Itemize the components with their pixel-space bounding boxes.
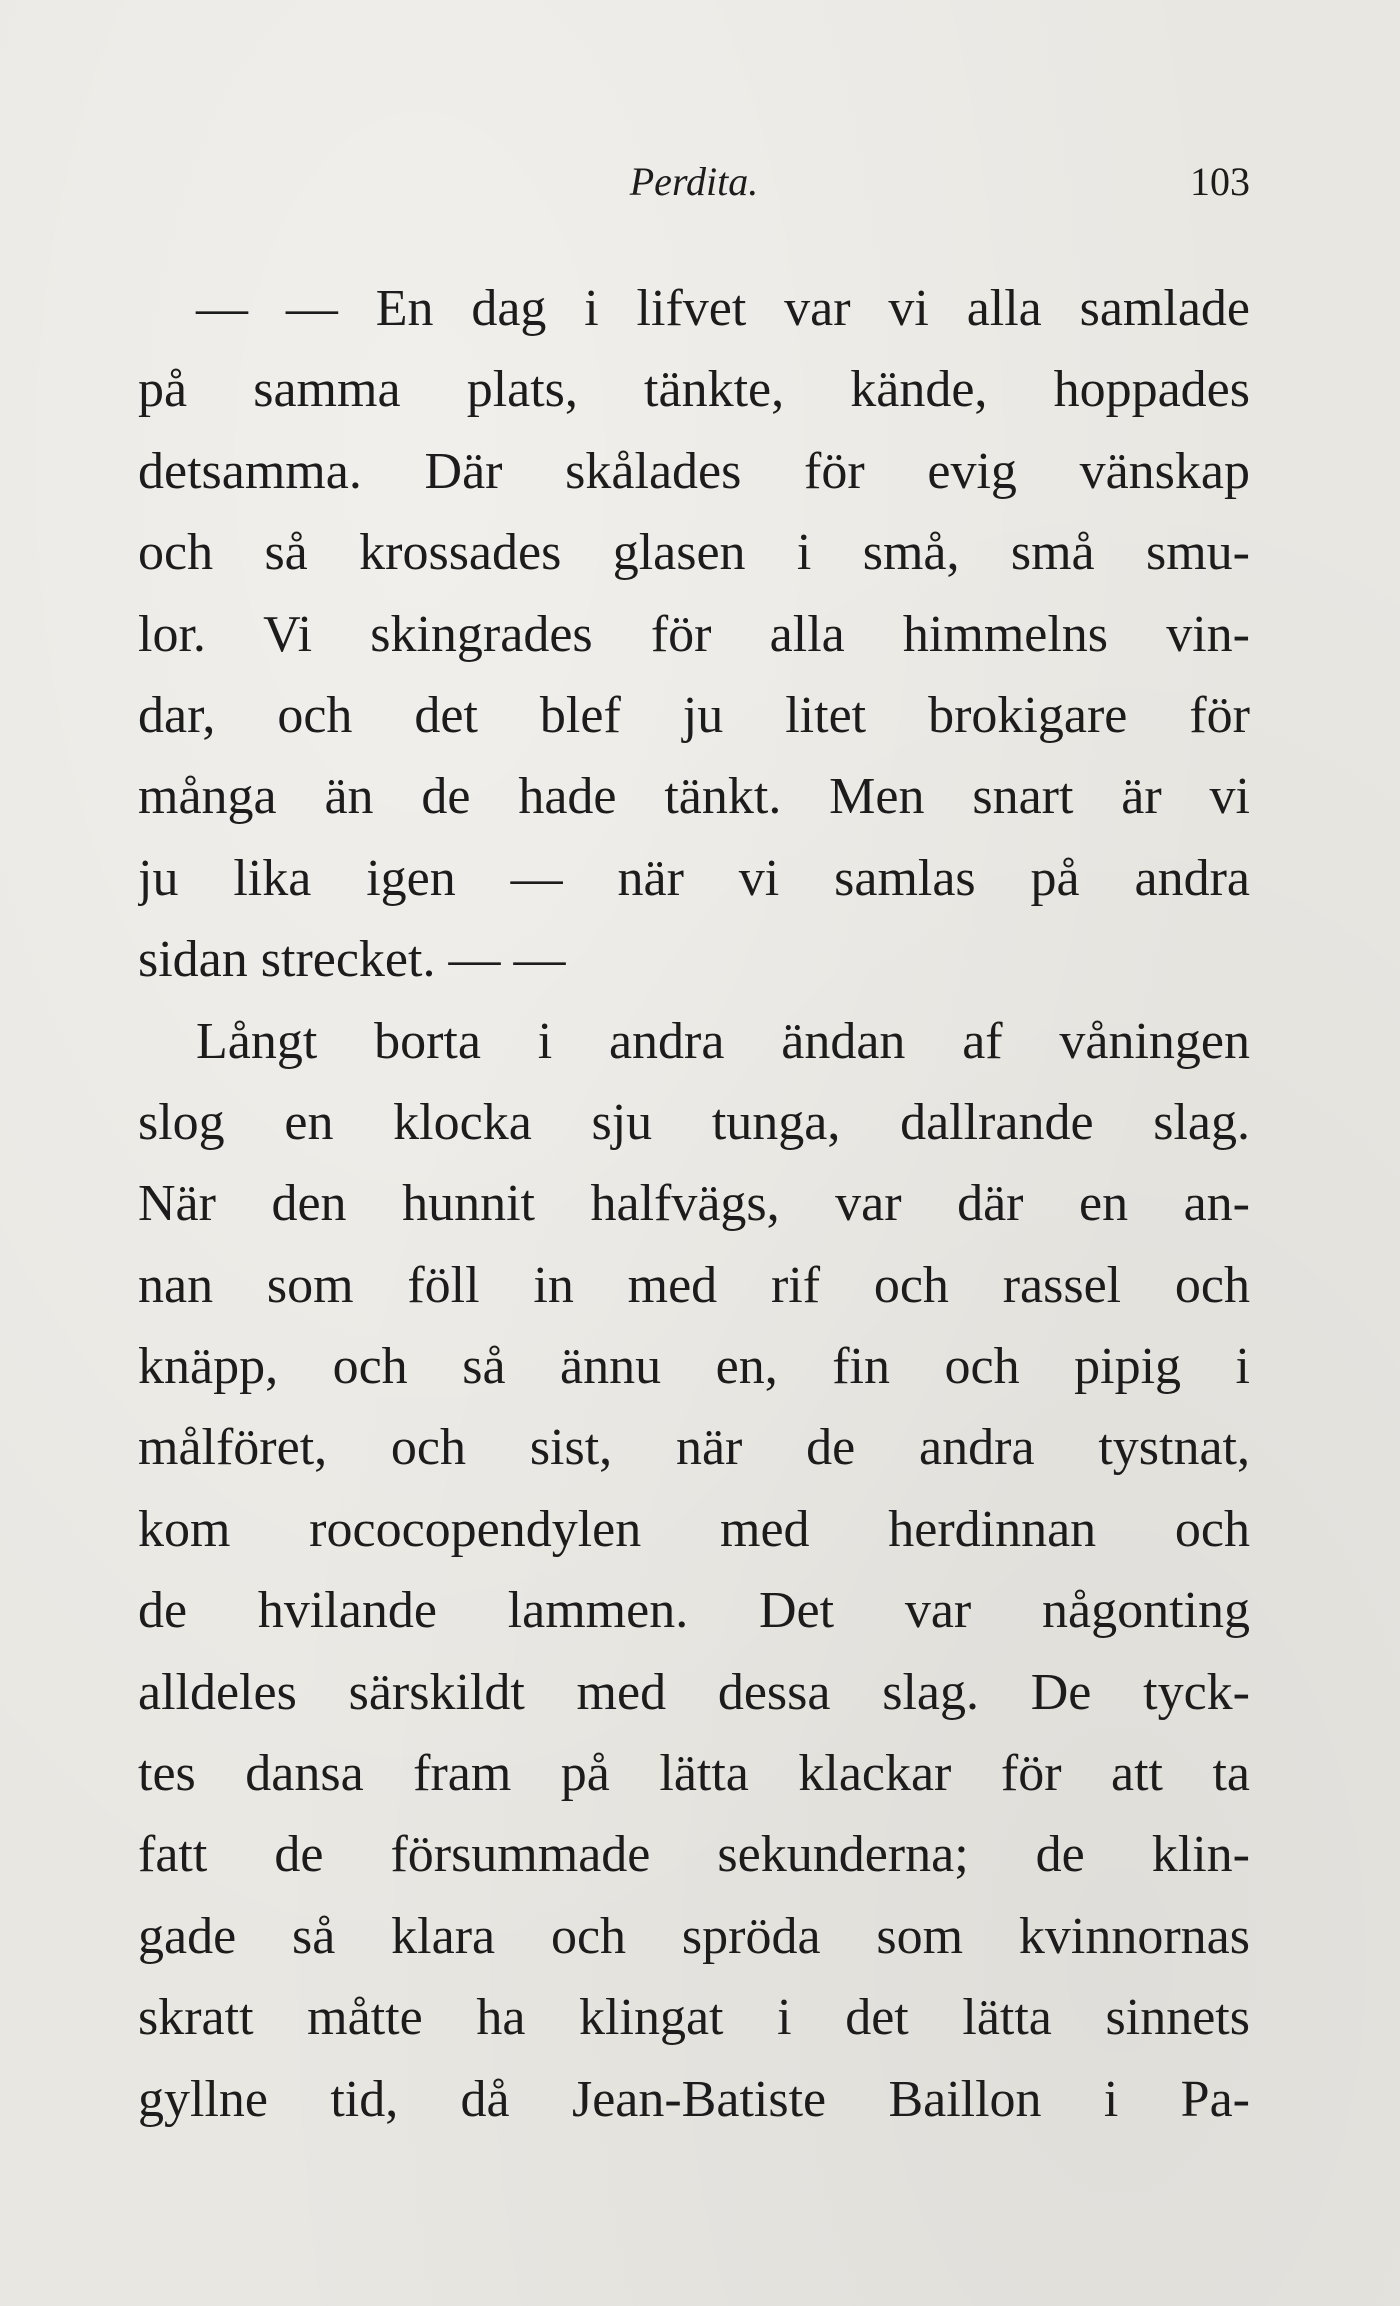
text-line: slog en klocka sju tunga, dallrande slag. bbox=[138, 1093, 1250, 1151]
running-title: Perdita. bbox=[629, 159, 759, 204]
text-line: detsamma. Där skålades för evig vänskap bbox=[138, 442, 1250, 500]
page-number: 103 bbox=[1190, 159, 1250, 204]
text-line: — — En dag i lifvet var vi alla samlade bbox=[196, 280, 1250, 337]
text-line: alldeles särskildt med dessa slag. De tyck- bbox=[138, 1663, 1250, 1721]
text-line: många än de hade tänkt. Men snart är vi bbox=[138, 768, 1250, 826]
text-line: och så krossades glasen i små, små smu- bbox=[138, 524, 1250, 582]
text-line: skratt måtte ha klingat i det lätta sinnets bbox=[138, 1989, 1250, 2047]
text-line: sidan strecket. — — bbox=[138, 931, 566, 989]
body-text bbox=[138, 268, 1250, 2140]
text-line: ju lika igen — när vi samlas på andra bbox=[138, 849, 1250, 907]
text-line: målföret, och sist, när de andra tystnat, bbox=[138, 1419, 1250, 1477]
text-line: När den hunnit halfvägs, var där en an- bbox=[138, 1175, 1250, 1233]
text-line: knäpp, och så ännu en, fin och pipig i bbox=[138, 1338, 1250, 1396]
text-line: fatt de försummade sekunderna; de klin- bbox=[138, 1826, 1250, 1884]
text-line: gade så klara och spröda som kvinnornas bbox=[138, 1907, 1250, 1965]
text-line: gyllne tid, då Jean-Batiste Baillon i Pa- bbox=[138, 2070, 1250, 2128]
text-line: på samma plats, tänkte, kände, hoppades bbox=[138, 361, 1250, 419]
text-line: kom rococopendylen med herdinnan och bbox=[138, 1500, 1250, 1558]
text-line: lor. Vi skingrades för alla himmelns vin- bbox=[138, 605, 1250, 663]
page-header bbox=[138, 158, 1250, 218]
text-line: dar, och det blef ju litet brokigare för bbox=[138, 686, 1250, 744]
text-line: tes dansa fram på lätta klackar för att ta bbox=[138, 1745, 1250, 1803]
text-line: de hvilande lammen. Det var någonting bbox=[138, 1582, 1250, 1640]
text-line: Långt borta i andra ändan af våningen bbox=[196, 1012, 1250, 1070]
text-line: nan som föll in med rif och rassel och bbox=[138, 1256, 1250, 1314]
